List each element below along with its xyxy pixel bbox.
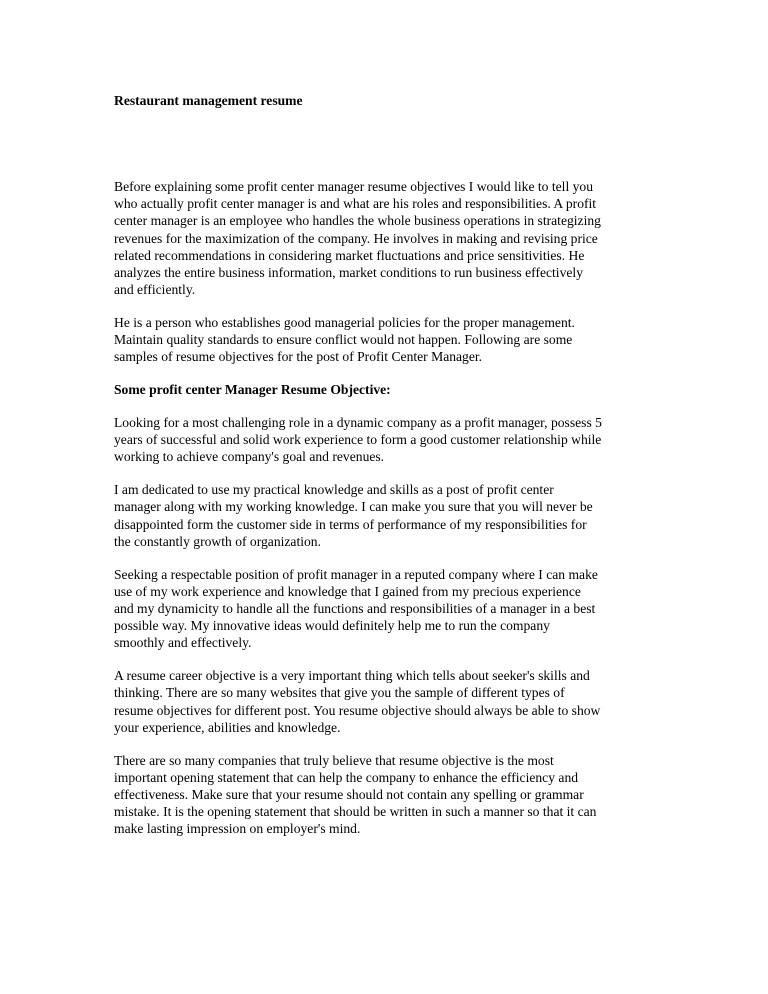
section-heading: Some profit center Manager Resume Objective: (114, 382, 391, 398)
text-line: resume objectives for different post. You resume objective should always be able to show (114, 702, 601, 718)
text-line: thinking. There are so many websites that give you the sample of different types of (114, 685, 565, 701)
intro-paragraph-2 (114, 314, 660, 366)
text-line: who actually profit center manager is and what are his roles and responsibilities. A profit (114, 196, 597, 212)
text-line: your experience, abilities and knowledge. (114, 719, 341, 735)
text-line: and efficiently. (114, 282, 196, 298)
text-line: years of successful and solid work experience to form a good customer relationship while (114, 432, 602, 448)
text-line: and my dynamicity to handle all the functions and responsibilities of a manager in a best (114, 601, 596, 617)
text-line: working to achieve company's goal and revenues. (114, 449, 385, 465)
text-line: samples of resume objectives for the post of Profit Center Manager. (114, 349, 483, 365)
document-body (114, 178, 660, 853)
text-line: mistake. It is the opening statement that should be written in such a manner so that it can (114, 804, 597, 820)
text-line: important opening statement that can help the company to enhance the efficiency and (114, 769, 579, 785)
intro-paragraph-1 (114, 178, 660, 298)
text-line: Looking for a most challenging role in a dynamic company as a profit manager, possess 5 (114, 415, 602, 431)
document-title: Restaurant management resume (114, 93, 303, 108)
text-line: center manager is an employee who handles the whole business operations in strategizing (114, 213, 601, 229)
objective-paragraph-3 (114, 566, 660, 652)
text-line: A resume career objective is a very important thing which tells about seeker's skills and (114, 668, 590, 684)
text-line: related recommendations in considering market fluctuations and price sensitivities. He (114, 247, 585, 263)
objective-paragraph-4 (114, 667, 660, 736)
text-line: Before explaining some profit center manager resume objectives I would like to tell you (114, 179, 594, 194)
text-line: Seeking a respectable position of profit manager in a reputed company where I can make (114, 566, 598, 582)
objective-paragraph-1 (114, 414, 660, 466)
text-line: the constantly growth of organization. (114, 533, 322, 549)
text-line: Maintain quality standards to ensure conflict would not happen. Following are some (114, 332, 573, 348)
text-line: effectiveness. Make sure that your resume should not contain any spelling or grammar (114, 787, 584, 803)
text-line: disappointed form the customer side in terms of performance of my responsibilities for (114, 516, 587, 532)
text-line: I am dedicated to use my practical knowledge and skills as a post of profit center (114, 482, 554, 498)
text-line: smoothly and effectively. (114, 635, 252, 651)
text-line: There are so many companies that truly believe that resume objective is the most (114, 752, 554, 768)
objective-paragraph-5 (114, 752, 660, 838)
text-line: revenues for the maximization of the company. He involves in making and revising price (114, 230, 598, 246)
text-line: make lasting impression on employer's mind. (114, 821, 361, 837)
objective-paragraph-2 (114, 481, 660, 550)
text-line: analyzes the entire business information, market conditions to run business effectively (114, 265, 583, 281)
text-line: He is a person who establishes good managerial policies for the proper management. (114, 315, 575, 331)
text-line: possible way. My innovative ideas would definitely help me to run the company (114, 618, 550, 634)
text-line: use of my work experience and knowledge that I gained from my precious experience (114, 583, 581, 599)
text-line: manager along with my working knowledge. I can make you sure that you will never be (114, 499, 593, 515)
